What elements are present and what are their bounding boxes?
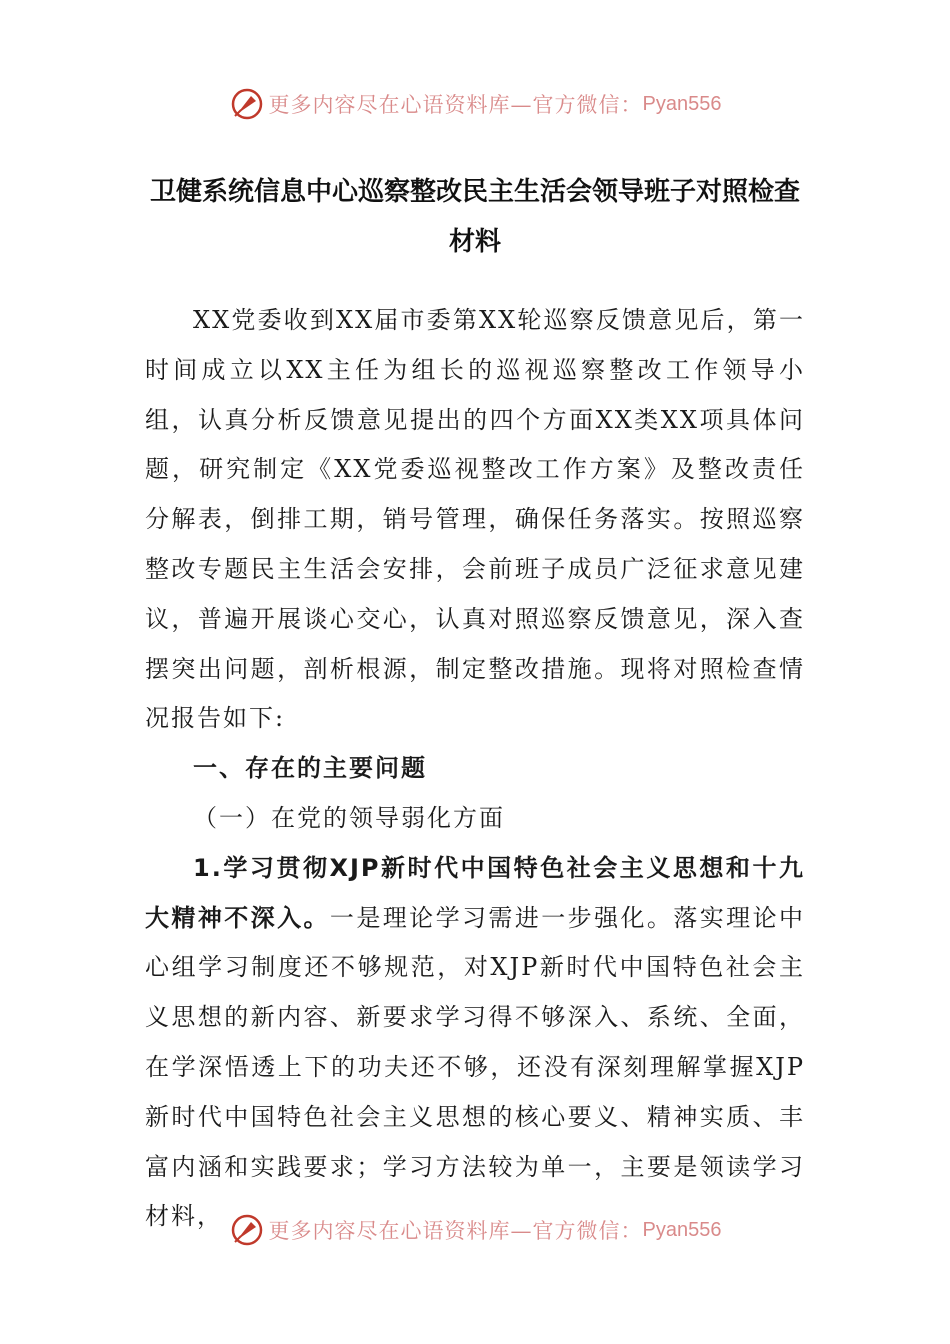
pen-nib-icon [229,86,265,122]
item-paragraph [145,844,805,1242]
watermark-header [0,84,950,124]
subsection-heading: （一）在党的领导弱化方面 [193,803,505,832]
document-body [145,296,805,1242]
item-lead: 1.学习贯彻XJP新时代中国特色社会主义思想和十九大精神不深入。 [145,853,805,932]
watermark-text: 更多内容尽在心语资料库—官方微信： [268,93,643,117]
section-heading: 一、存在的主要问题 [193,754,427,783]
watermark-footer [0,1210,950,1250]
pen-nib-icon [229,1212,265,1248]
document-title: 卫健系统信息中心巡察整改民主生活会领导班子对照检查 [149,177,800,207]
item-body: 一是理论学习需进一步强化。落实理论中心组学习制度还不够规范，对XJP新时代中国特色社会主义思想的新内容、新要求学习得不够深入、系统、全面，在学深悟透上下的功夫还不够，还没有深刻理解掌握XJP新时代中国特色社会主义思想的核心要义、精神实质、丰富内涵和实践要求；学习方法较为单一，主要是领读学习材料， [145,903,806,1231]
intro-paragraph: XX党委收到XX届市委第XX轮巡察反馈意见后，第一时间成立以XX主任为组长的巡视巡察整改工作领导小组，认真分析反馈意见提出的四个方面XX类XX项具体问题，研究制定《XX党委巡视整改工作方案》及整改责任分解表，倒排工期，销号管理，确保任务落实。按照巡察整改专题民主生活会安排，会前班子成员广泛征求意见建议，普遍开展谈心交心，认真对照巡察反馈意见，深入查摆突出问题，剖析根源，制定整改措施。现将对照检查情况报告如下: [145,306,805,733]
watermark-text: 更多内容尽在心语资料库—官方微信： [268,1219,643,1243]
watermark-wechat-id: Pyan556 [642,92,722,115]
document-title-continued: 材料 [448,227,501,257]
watermark-wechat-id: Pyan556 [642,1218,722,1241]
